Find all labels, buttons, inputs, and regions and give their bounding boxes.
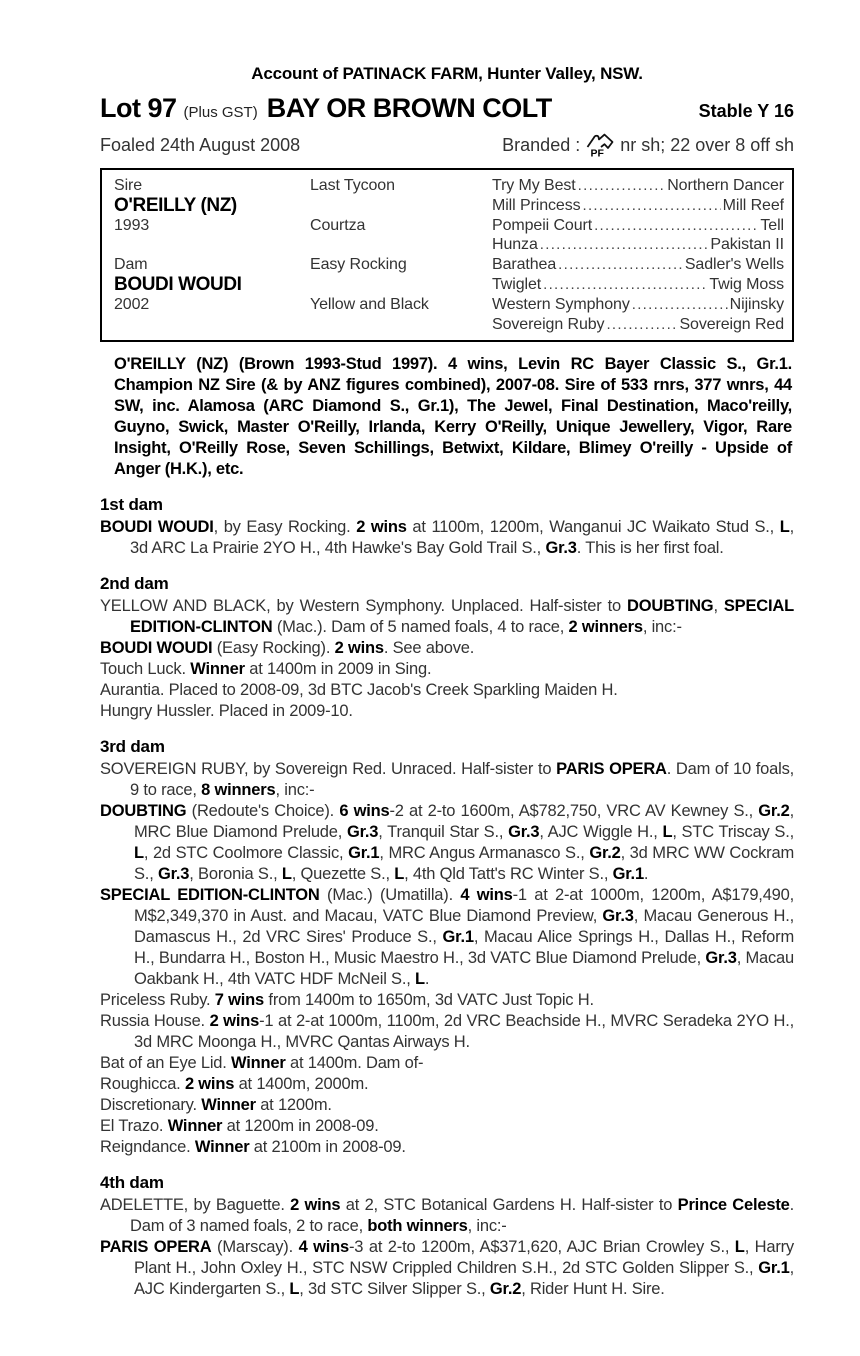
section-heading: 4th dam	[100, 1173, 164, 1193]
lot-title: BAY OR BROWN COLT	[266, 93, 552, 123]
gp-row	[492, 176, 784, 196]
gp-name: Western Symphony	[492, 295, 630, 313]
dam-entry: ADELETTE, by Baguette. 2 wins at 2, STC Botanical Gardens H. Half-sister to Prince Celeste. Dam of 3 named foals, 2 to race, both winners, inc:-	[100, 1196, 794, 1236]
pf-brand-icon	[585, 131, 615, 159]
dot-leader	[543, 275, 707, 295]
dam-entry: YELLOW AND BLACK, by Western Symphony. Unplaced. Half-sister to DOUBTING, SPECIAL EDITION-CLINTON (Mac.). Dam of 5 named foals, 4 to race, 2 winners, inc:-	[100, 597, 794, 637]
sire-dam: Courtza	[310, 216, 366, 234]
gp-sire: Mill Reef	[722, 196, 784, 214]
sire-sire: Last Tycoon	[310, 177, 395, 194]
branded-suffix: nr sh; 22 over 8 off sh	[620, 134, 794, 155]
foaled-date: Foaled 24th August 2008	[100, 134, 301, 155]
horse-entry: Touch Luck. Winner at 1400m in 2009 in Sing.	[100, 660, 432, 679]
horse-entry: Discretionary. Winner at 1200m.	[100, 1096, 332, 1115]
dam-sections	[100, 495, 794, 1300]
horse-entry: Priceless Ruby. 7 wins from 1400m to 1650m, 3d VATC Just Topic H.	[100, 991, 594, 1010]
horse-entry: Bat of an Eye Lid. Winner at 1400m. Dam of-	[100, 1054, 424, 1073]
gp-row	[492, 315, 784, 335]
foaled-branded-line	[100, 131, 794, 159]
horse-entry: Roughicca. 2 wins at 1400m, 2000m.	[100, 1075, 369, 1094]
dot-leader	[558, 255, 683, 275]
dot-leader	[606, 315, 677, 335]
dam-entry: BOUDI WOUDI, by Easy Rocking. 2 wins at 1100m, 1200m, Wanganui JC Waikato Stud S., L, 3d ARC La Prairie 2YO H., 4th Hawke's Bay Gold Trail S., Gr.3. This is her first foal.	[100, 518, 794, 558]
pedigree-table	[100, 168, 794, 342]
horse-entry: BOUDI WOUDI (Easy Rocking). 2 wins. See above.	[100, 639, 475, 658]
gp-name: Pompeii Court	[492, 216, 593, 234]
gp-sire: Nijinsky	[729, 295, 784, 313]
section-heading: 1st dam	[100, 495, 163, 515]
dot-leader	[578, 176, 666, 196]
gp-name: Twiglet	[492, 275, 542, 293]
gp-name: Mill Princess	[492, 196, 581, 214]
dam-sire: Easy Rocking	[310, 256, 407, 274]
dam-dam: Yellow and Black	[310, 295, 429, 313]
gp-sire: Pakistan II	[710, 236, 784, 254]
horse-entry: El Trazo. Winner at 1200m in 2008-09.	[100, 1117, 379, 1136]
gp-name: Sovereign Ruby	[492, 315, 605, 333]
dam-year: 2002	[114, 295, 150, 313]
gp-sire: Northern Dancer	[667, 177, 784, 194]
horse-entry: Aurantia. Placed to 2008-09, 3d BTC Jacob's Creek Sparkling Maiden H.	[100, 681, 618, 700]
dam-role-label: Dam	[114, 256, 148, 274]
horse-entry: SPECIAL EDITION-CLINTON (Mac.) (Umatilla). 4 wins-1 at 2-at 1000m, 1200m, A$179,490, M$2,349,370 in Aust. and Macau, VATC Blue Diamond Preview, Gr.3, Macau Generous H., Damascus H., 2d VRC Sires' Produce S., Gr.1, Macau Alice Springs H., Dallas H., Reform H., Bundarra H., Boston H., Music Maestro H., 3d VATC Blue Diamond Prelude, Gr.3, Macau Oakbank H., 4th VATC HDF McNeil S., L.	[100, 886, 795, 989]
gp-row	[492, 275, 784, 295]
branded-info	[502, 131, 794, 159]
gp-name: Hunza	[492, 236, 538, 254]
lot-number: Lot 97	[100, 93, 177, 123]
sire-year: 1993	[114, 216, 150, 234]
sire-role-label: Sire	[114, 177, 143, 194]
gp-row	[492, 196, 784, 216]
gp-sire: Tell	[760, 216, 784, 234]
horse-entry: Russia House. 2 wins-1 at 2-at 1000m, 1100m, 2d VRC Beachside H., MVRC Seradeka 2YO H., 3d MRC Moonga H., MVRC Qantas Airways H.	[100, 1012, 794, 1052]
dot-leader	[594, 216, 758, 236]
lot-line	[100, 93, 794, 124]
dot-leader	[632, 295, 728, 315]
horse-entry: Hungry Hussler. Placed in 2009-10.	[100, 702, 353, 721]
gp-name: Try My Best	[492, 177, 576, 194]
section-heading: 2nd dam	[100, 574, 169, 594]
dot-leader	[583, 196, 721, 216]
dot-leader	[540, 235, 709, 255]
dam-entry: SOVEREIGN RUBY, by Sovereign Red. Unraced. Half-sister to PARIS OPERA. Dam of 10 foals, 9 to race, 8 winners, inc:-	[100, 760, 795, 800]
gp-sire: Twig Moss	[709, 275, 784, 293]
gp-row	[492, 255, 784, 275]
gp-row	[492, 235, 784, 255]
horse-entry: PARIS OPERA (Marscay). 4 wins-3 at 2-to 1200m, A$371,620, AJC Brian Crowley S., L, Harry Plant H., John Oxley H., STC NSW Crippled Children S.H., 2d STC Golden Slipper S., Gr.1, AJC Kindergarten S., L, 3d STC Silver Slipper S., Gr.2, Rider Hunt H. Sire.	[100, 1238, 794, 1299]
section-heading: 3rd dam	[100, 737, 165, 757]
gp-name: Barathea	[492, 256, 557, 274]
gp-sire: Sadler's Wells	[684, 256, 784, 274]
gp-sire: Sovereign Red	[679, 315, 784, 333]
sire-name: O'REILLY (NZ)	[114, 194, 237, 216]
horse-entry: Reigndance. Winner at 2100m in 2008-09.	[100, 1138, 406, 1157]
gp-row	[492, 295, 784, 315]
account-line: Account of PATINACK FARM, Hunter Valley, NSW.	[251, 64, 643, 83]
horse-entry: DOUBTING (Redoute's Choice). 6 wins-2 at 2-to 1600m, A$782,750, VRC AV Kewney S., Gr.2, MRC Blue Diamond Prelude, Gr.3, Tranquil Star S., Gr.3, AJC Wiggle H., L, STC Triscay S., L, 2d STC Coolmore Classic, Gr.1, MRC Angus Armanasco S., Gr.2, 3d MRC WW Cockram S., Gr.3, Boronia S., L, Quezette S., L, 4th Qld Tatt's RC Winter S., Gr.1.	[100, 802, 794, 884]
svg-text:PF: PF	[590, 147, 605, 159]
sire-summary: O'REILLY (NZ) (Brown 1993-Stud 1997). 4 wins, Levin RC Bayer Classic S., Gr.1. Champion NZ Sire (& by ANZ figures combined), 2007-08. Sire of 533 rnrs, 377 wnrs, 44 SW, inc. Alamosa (ARC Diamond S., Gr.1), The Jewel, Final Destination, Maco'reilly, Guyno, Swick, Master O'Reilly, Irlanda, Kerry O'Reilly, Unique Jewellery, Vigor, Rare Insight, O'Reilly Rose, Seven Schillings, Betwixt, Kildare, Blimey O'reilly - Upside of Anger (H.K.), etc.	[114, 355, 792, 479]
dam-name: BOUDI WOUDI	[114, 273, 242, 295]
gst-note: (Plus GST)	[183, 104, 258, 121]
stable-number: Stable Y 16	[698, 101, 794, 121]
branded-prefix: Branded :	[502, 134, 581, 155]
gp-row	[492, 216, 784, 236]
